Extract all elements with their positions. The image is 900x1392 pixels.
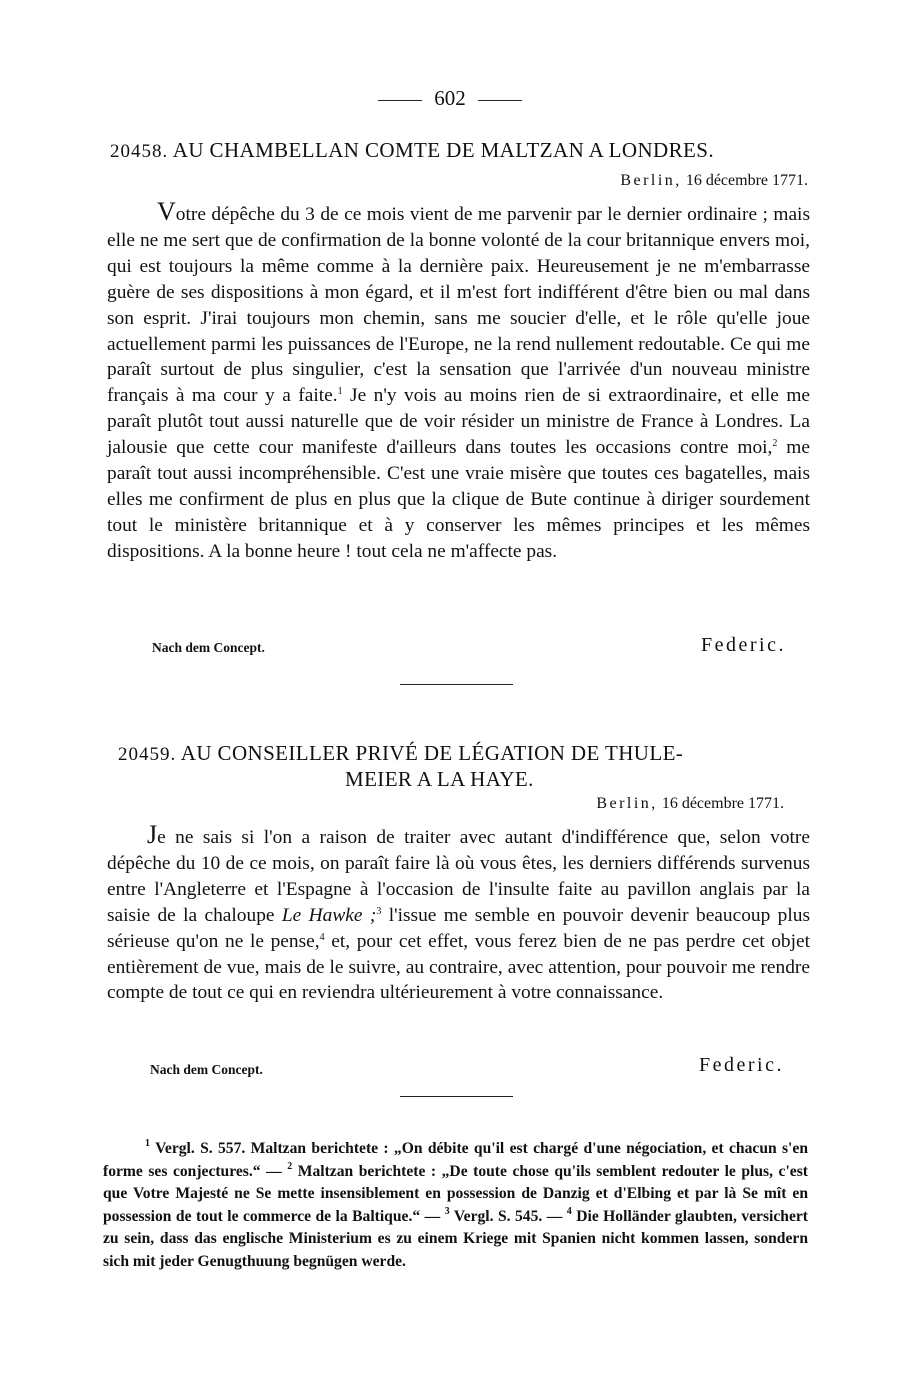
footnotes <box>103 1138 808 1273</box>
footnote-mark: 3 <box>376 905 382 917</box>
date: 16 décembre 1771. <box>661 795 784 812</box>
page-number: 602 <box>434 86 466 110</box>
signature: Federic. <box>701 634 786 656</box>
letter-heading <box>110 138 714 163</box>
letter-number: 20459. <box>118 744 177 765</box>
letter-title: AU CHAMBELLAN COMTE DE MALTZAN A LONDRES. <box>172 138 714 162</box>
footnote-text: Vergl. S. 545. — <box>453 1207 563 1225</box>
signature: Federic. <box>699 1054 784 1076</box>
section-divider <box>400 684 513 685</box>
footnote-number: 3 <box>444 1205 450 1217</box>
footnote-block <box>103 1138 808 1273</box>
place: Berlin, <box>620 172 682 189</box>
footnote-mark: 1 <box>337 386 343 398</box>
date: 16 décembre 1771. <box>685 172 808 189</box>
source-note: Nach dem Concept. <box>152 640 265 655</box>
place: Berlin, <box>596 795 658 812</box>
place-date <box>620 172 808 190</box>
letter-body <box>107 199 810 565</box>
footnote-text: Vergl. S. 557. Maltzan berichtete : „On débite qu'il est chargé d'une négociation, et chacun s'en forme ses conjectures.“ — <box>103 1140 808 1180</box>
footnote-mark: 2 <box>772 438 778 450</box>
letter-number: 20458. <box>110 141 169 162</box>
section-divider <box>400 1096 513 1097</box>
body-text-part3: et, pour cet effet, vous ferez bien de ne pas perdre cet objet entièrement de vue, mais de le suivre, au contraire, avec attention, pour pouvoir me rendre compte de tout ce qui en reviendra ultérieurement à votre connaissance. <box>107 930 811 1004</box>
body-text-part2: Je n'y vois au moins rien de si extraordinaire, et elle me paraît plutôt tout aussi naturelle que de voir résider un ministre de France à Londres. La jalousie que cette cour manifeste d'ailleurs dans toutes les occasions contre moi, <box>107 385 811 459</box>
body-text-part2: l'issue me semble en pouvoir devenir beaucoup plus sérieuse qu'on ne le pense, <box>107 904 810 952</box>
footnote-number: 4 <box>566 1205 572 1217</box>
initial-letter: V <box>157 197 176 226</box>
footnote-mark: 4 <box>319 931 325 943</box>
ship-name: Le Hawke ; <box>281 904 377 926</box>
letter-title-line1: AU CONSEILLER PRIVÉ DE LÉGATION DE THULE- <box>180 741 684 765</box>
footnote-number: 2 <box>287 1160 293 1172</box>
header-dash-right <box>478 100 522 101</box>
page-header <box>0 86 900 111</box>
footnote-text: Maltzan berichtete : „De toute chose qu'ils semblent redouter le plus, c'est que Votre Majesté ne Se mette insensiblement en possession de Danzig et d'Elbing et par là Se mît en possession de tout le commerce de la Baltique.“ — <box>103 1162 808 1225</box>
letter-heading <box>118 741 683 766</box>
initial-letter: J <box>147 820 158 849</box>
body-text-part1: e ne sais si l'on a raison de traiter avec autant d'indifférence que, selon votre dépêche du 10 de ce mois, on paraît faire là où vous êtes, les derniers différends survenus entre l'Angleterre et l'Espagne à l'occasion de l'insulte faite au pavillon anglais par la saisie de la chaloupe <box>107 827 810 926</box>
source-note: Nach dem Concept. <box>150 1062 263 1077</box>
body-text-part1: otre dépêche du 3 de ce mois vient de me parvenir par le dernier ordinaire ; mais elle ne me sert que de confirmation de la bonne volonté de la cour britannique envers moi, qui est toujours la même comme à la dernière paix. Heureusement je ne m'embarrasse guère de ses dispositions à mon égard, et il m'est fort indifférent d'être bien ou mal dans son esprit. J'irai toujours mon chemin, sans me soucier d'elle, et le rôle qu'elle joue actuellement parmi les puissances de l'Europe, ne la rend nullement redoutable. Ce qui me paraît surtout de plus singulier, c'est la sensation que l'arrivée d'un nouveau ministre français à ma cour y a faite. <box>107 204 810 407</box>
place-date <box>596 795 784 813</box>
body-text-part3: me paraît tout aussi incompréhensible. C'est une vraie misère que toutes ces bagatelles, mais elles me confirment de plus en plus que la clique de Bute continue à diriger sourdement tout le ministère britannique et à y conserver les mêmes principes et les mêmes dispositions. A la bonne heure ! tout cela ne m'affecte pas. <box>107 437 810 562</box>
letter-title-line2: MEIER A LA HAYE. <box>345 767 534 791</box>
header-dash-left <box>378 100 422 101</box>
letter-body <box>107 822 810 1006</box>
footnote-text: Die Holländer glaubten, versichert zu sein, dass das englische Ministerium es zu einem Kriege mit Spanien nicht kommen lassen, sondern sich mit jeder Genugthuung begnügen werde. <box>103 1207 808 1270</box>
footnote-number: 1 <box>145 1138 150 1149</box>
